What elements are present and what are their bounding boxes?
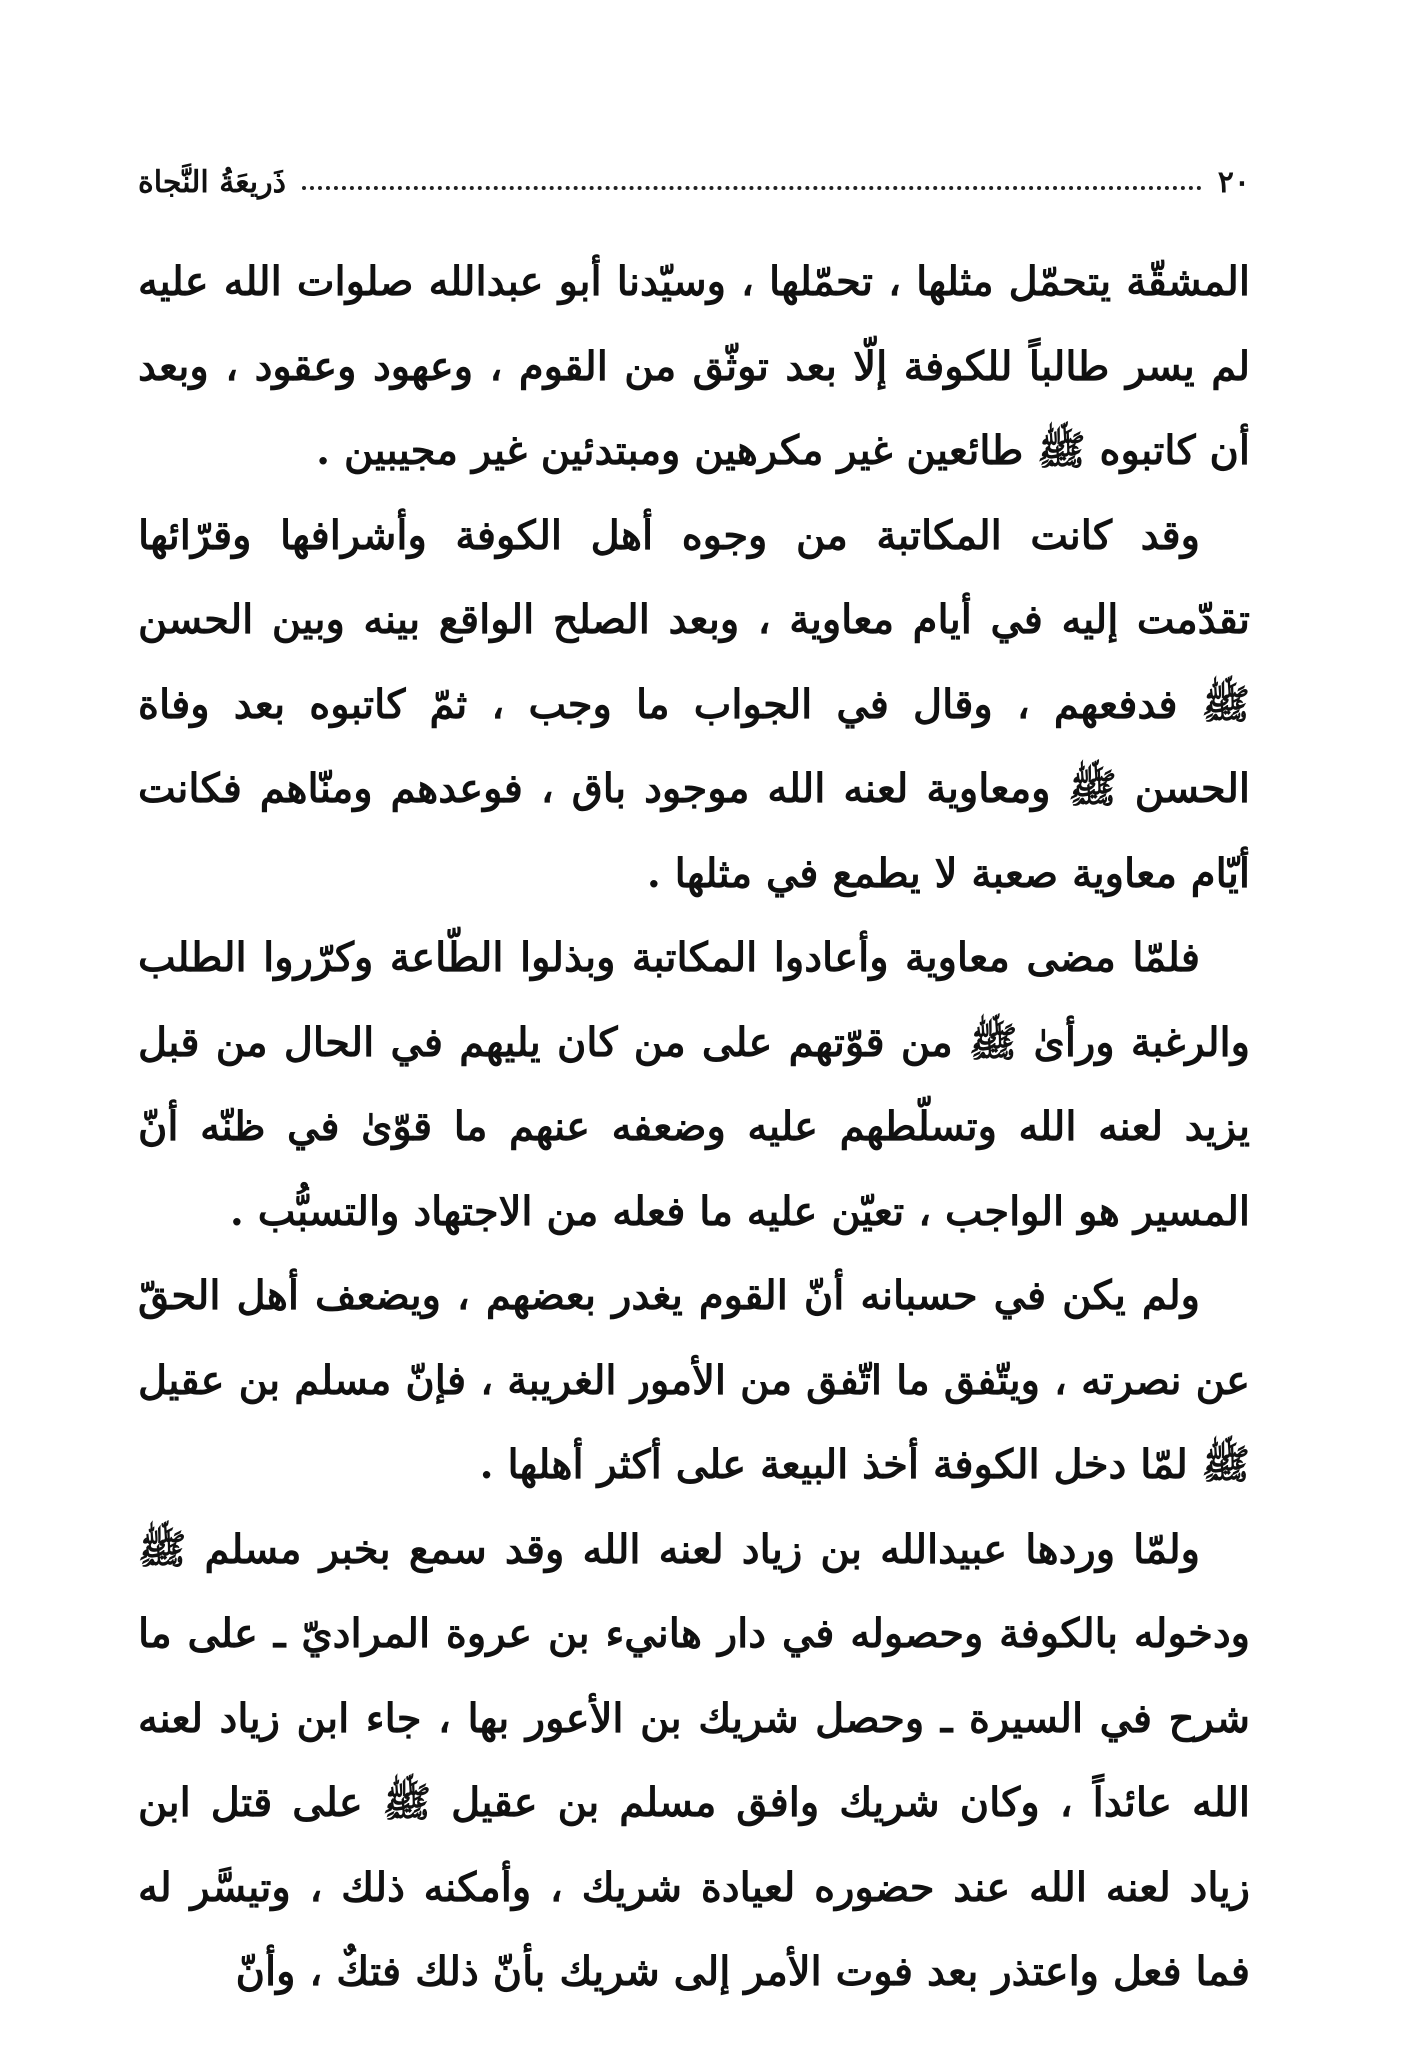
paragraph-2: وقد كانت المكاتبة من وجوه أهل الكوفة وأشرافها وقرّائها تقدّمت إليه في أيام معاوية ، وبعد الصلح الواقع بينه وبين الحسن ﷺ فدفعهم ، وقال في الجواب ما وجب ، ثمّ كاتبوه بعد وفاة الحسن ﷺ ومعاوية لعنه الله موجود باق ، فوعدهم ومنّاهم فكانت أيّام معاوية صعبة لا يطمع في مثلها . xyxy=(138,511,1250,897)
book-title: ذَريعَةُ النَّجاة xyxy=(138,165,286,200)
paragraph-1: المشقّة يتحمّل مثلها ، تحمّلها ، وسيّدنا أبو عبدالله صلوات الله عليه لم يسر طالباً للكوفة إلّا بعد توثّق من القوم ، وعهود وعقود ، وبعد أن كاتبوه ﷺ طائعين غير مكرهين ومبتدئين غير مجيبين . xyxy=(138,258,1251,474)
paragraph-5: ولمّا وردها عبيدالله بن زياد لعنه الله وقد سمع بخبر مسلم ﷺ ودخوله بالكوفة وحصوله في دار هانيء بن عروة المراديّ ـ على ما شرح في السيرة ـ وحصل شريك بن الأعور بها ، جاء ابن زياد لعنه الله عائداً ، وكان شريك وافق مسلم بن عقيل ﷺ على قتل ابن زياد لعنه الله عند حضوره لعيادة شريك ، وأمكنه ذلك ، وتيسَّر له فما فعل واعتذر بعد فوت الأمر إلى شريك بأنّ ذلك فتكٌ ، وأنّ xyxy=(138,1525,1250,1995)
running-header xyxy=(138,158,1250,208)
paragraph-4: ولم يكن في حسبانه أنّ القوم يغدر بعضهم ، ويضعف أهل الحقّ عن نصرته ، ويتّفق ما اتّفق من الأمور الغريبة ، فإنّ مسلم بن عقيل ﷺ لمّا دخل الكوفة أخذ البيعة على أكثر أهلها . xyxy=(138,1272,1250,1488)
page-number: ٢٠ xyxy=(1217,165,1250,200)
paragraph-3: فلمّا مضى معاوية وأعادوا المكاتبة وبذلوا الطّاعة وكرّروا الطلب والرغبة ورأىٰ ﷺ من قوّتهم على من كان يليهم في الحال من قبل يزيد لعنه الله وتسلّطهم عليه وضعفه عنهم ما قوّىٰ في ظنّه أنّ المسير هو الواجب ، تعيّن عليه ما فعله من الاجتهاد والتسبُّب . xyxy=(138,934,1250,1235)
text-body xyxy=(138,240,1250,2015)
header-dot-leader xyxy=(302,186,1202,190)
